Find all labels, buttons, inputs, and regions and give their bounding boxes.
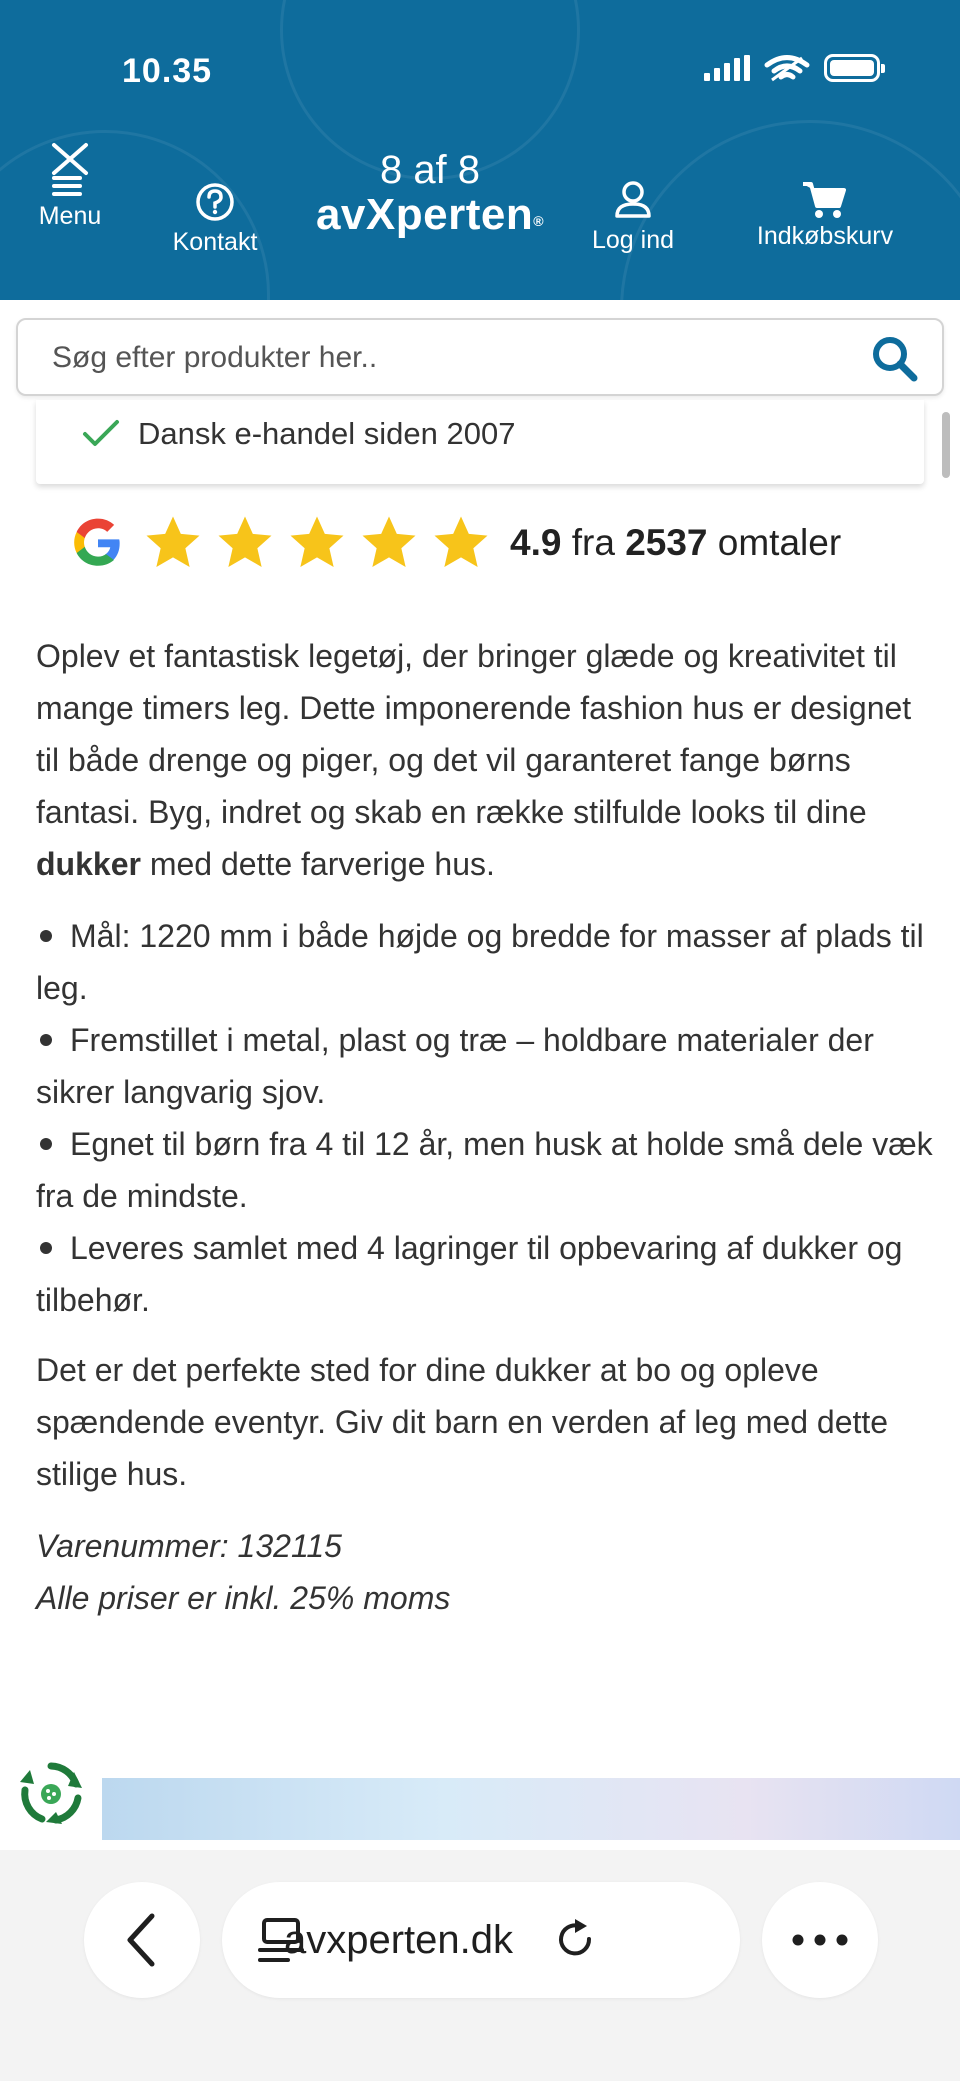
bullet-icon: [40, 1034, 52, 1046]
back-button[interactable]: [84, 1882, 200, 1998]
intro-bold-link[interactable]: dukker: [36, 846, 141, 882]
list-item-text: Fremstillet i metal, plast og træ – holdbare materialer der sikrer langvarig sjov.: [36, 1022, 874, 1110]
list-item-text: Leveres samlet med 4 lagringer til opbevaring af dukker og tilbehør.: [36, 1230, 903, 1318]
address-bar[interactable]: [222, 1882, 740, 1998]
rating-suffix: omtaler: [717, 522, 842, 563]
bullet-icon: [40, 1138, 52, 1150]
cart-label: Indkøbskurv: [756, 222, 894, 250]
logo[interactable]: [290, 148, 570, 238]
list-item: [36, 1014, 936, 1118]
search-input[interactable]: [52, 338, 832, 378]
url-text: avxperten.dk: [284, 1917, 514, 1962]
promo-banner[interactable]: [102, 1778, 960, 1840]
battery-icon: [824, 54, 880, 82]
close-menu-icon: [46, 140, 94, 196]
site-header: [0, 0, 960, 300]
intro-text-end: med dette farverige hus.: [140, 846, 495, 882]
list-item: [36, 1222, 936, 1326]
logo-text: [316, 190, 544, 239]
usp-card: [36, 400, 924, 484]
reload-icon[interactable]: [553, 1917, 599, 1963]
tab-count: 8 af 8: [379, 148, 481, 192]
search-bar: [16, 318, 944, 396]
list-item-text: Mål: 1220 mm i både højde og bredde for masser af plads til leg.: [36, 918, 924, 1006]
list-item: [36, 910, 936, 1014]
wifi-icon: [764, 54, 810, 82]
status-bar: [0, 0, 960, 140]
usp-item: [82, 416, 515, 452]
product-description: [36, 630, 936, 1624]
list-item: [36, 1118, 936, 1222]
status-icons: [704, 54, 880, 82]
search-button[interactable]: [868, 332, 922, 386]
feature-list: [36, 910, 936, 1326]
registered-mark: ®: [533, 213, 545, 229]
list-item-text: Egnet til børn fra 4 til 12 år, men husk at holde små dele væk fra de mindste.: [36, 1126, 933, 1214]
contact-label: Kontakt: [172, 228, 258, 256]
more-options-button[interactable]: [762, 1882, 878, 1998]
star-icon: [286, 514, 348, 572]
bullet-icon: [40, 1242, 52, 1254]
user-icon: [609, 176, 657, 232]
product-meta: [36, 1520, 936, 1624]
usp-text: Dansk e-handel siden 2007: [138, 416, 516, 451]
vat-text: Alle priser er inkl. 25% moms: [36, 1580, 451, 1616]
description-closing: Det er det perfekte sted for dine dukker at bo og opleve spændende eventyr. Giv dit barn en verden af leg med dette stilige hus.: [36, 1352, 889, 1492]
google-rating[interactable]: [72, 514, 841, 572]
rating-text: [510, 522, 841, 564]
rating-score: 4.9: [510, 522, 562, 563]
more-dots-icon: [790, 1933, 850, 1947]
browser-toolbar: [0, 1850, 960, 2081]
contact-button[interactable]: [160, 140, 270, 257]
menu-button[interactable]: [30, 140, 110, 231]
checkmark-icon: [82, 419, 120, 449]
login-button[interactable]: [578, 140, 688, 255]
recycle-icon[interactable]: [16, 1758, 86, 1828]
bullet-icon: [40, 930, 52, 942]
chevron-left-icon: [122, 1912, 162, 1968]
google-logo-icon: [72, 517, 124, 569]
rating-count: 2537: [625, 522, 708, 563]
sku-text: Varenummer: 132115: [36, 1528, 342, 1564]
logo-wordmark: avXperten: [315, 190, 534, 239]
intro-text: Oplev et fantastisk legetøj, der bringer glæde og kreativitet til mange timers leg. Dette imponerende fashion hus er designet til både drenge og piger, og det vil garanteret fange børns fantasi. Byg, indret og skab en række stilfulde looks til dine: [36, 638, 912, 830]
search-icon: [868, 332, 922, 386]
login-label: Log ind: [591, 226, 675, 254]
description-intro: [36, 630, 936, 890]
status-time: 10.35: [122, 52, 213, 90]
star-icon: [142, 514, 204, 572]
rating-from: fra: [571, 522, 615, 563]
cart-button[interactable]: [740, 140, 910, 251]
scrollbar[interactable]: [942, 412, 950, 478]
page-info-icon[interactable]: [258, 1916, 304, 1964]
star-icon: [430, 514, 492, 572]
star-icon: [214, 514, 276, 572]
star-icon: [358, 514, 420, 572]
signal-icon: [704, 55, 750, 81]
menu-label: Menu: [38, 202, 102, 230]
star-rating: [142, 514, 492, 572]
